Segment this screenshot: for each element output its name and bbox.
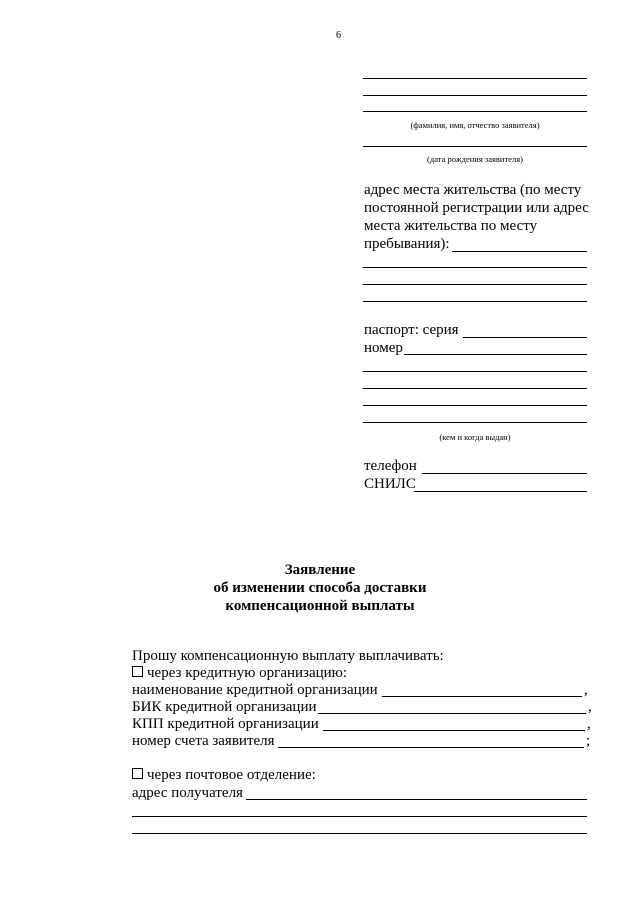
passport-series-line[interactable]: [463, 337, 587, 338]
option-bank: [132, 665, 347, 682]
passport-issued-line-4[interactable]: [363, 422, 587, 423]
address-line-3[interactable]: [363, 284, 587, 285]
document-subtitle-1: об изменении способа доставки: [213, 580, 427, 596]
address-label-2: постоянной регистрации или адрес: [364, 200, 589, 216]
fio-caption: (фамилия, имя, отчество заявителя): [410, 120, 540, 130]
address-line-1[interactable]: [452, 251, 587, 252]
passport-number-line[interactable]: [404, 354, 587, 355]
address-label-1: адрес места жительства (по месту: [364, 182, 582, 198]
post-checkbox[interactable]: [132, 768, 143, 779]
bik-line[interactable]: [318, 713, 586, 714]
address-line-4[interactable]: [363, 301, 587, 302]
kpp-label: КПП кредитной организации: [132, 716, 319, 732]
recipient-address-line-2[interactable]: [132, 816, 587, 817]
recipient-address-line-1[interactable]: [246, 799, 587, 800]
account-label: номер счета заявителя: [132, 733, 275, 749]
birth-date-caption: (дата рождения заявителя): [427, 154, 523, 164]
bank-name-line[interactable]: [382, 696, 582, 697]
passport-issued-line-2[interactable]: [363, 388, 587, 389]
recipient-address-line-3[interactable]: [132, 833, 587, 834]
document-subtitle-2: компенсационной выплаты: [225, 598, 415, 614]
phone-label: телефон: [364, 458, 417, 474]
account-semicolon: ;: [586, 733, 591, 749]
phone-line[interactable]: [422, 473, 587, 474]
passport-issued-line-1[interactable]: [363, 371, 587, 372]
option-post-label: через почтовое отделение:: [147, 767, 316, 783]
passport-series-label: паспорт: серия: [364, 322, 459, 338]
request-text: Прошу компенсационную выплату выплачивать:: [132, 648, 444, 664]
recipient-address-label: адрес получателя: [132, 785, 243, 801]
issued-caption: (кем и когда выдан): [439, 432, 511, 442]
address-line-2[interactable]: [363, 267, 587, 268]
kpp-line[interactable]: [323, 730, 585, 731]
snils-line[interactable]: [414, 491, 587, 492]
option-post: [132, 767, 316, 784]
address-label-4: пребывания):: [364, 236, 450, 252]
bank-checkbox[interactable]: [132, 666, 143, 677]
passport-number-label: номер: [364, 340, 403, 356]
option-bank-label: через кредитную организацию:: [147, 665, 348, 681]
birth-date-line[interactable]: [363, 146, 587, 147]
fio-line-2[interactable]: [363, 95, 587, 96]
bank-name-comma: ,: [584, 682, 588, 698]
bik-comma: ,: [588, 699, 592, 715]
page-number: 6: [336, 30, 341, 41]
document-title: Заявление: [284, 562, 356, 578]
bank-name-label: наименование кредитной организации: [132, 682, 378, 698]
bik-label: БИК кредитной организации: [132, 699, 317, 715]
fio-line-3[interactable]: [363, 111, 587, 112]
address-label-3: места жительства по месту: [364, 218, 538, 234]
passport-issued-line-3[interactable]: [363, 405, 587, 406]
account-line[interactable]: [278, 747, 584, 748]
kpp-comma: ,: [587, 716, 591, 732]
snils-label: СНИЛС: [364, 476, 416, 492]
fio-line-1[interactable]: [363, 78, 587, 79]
